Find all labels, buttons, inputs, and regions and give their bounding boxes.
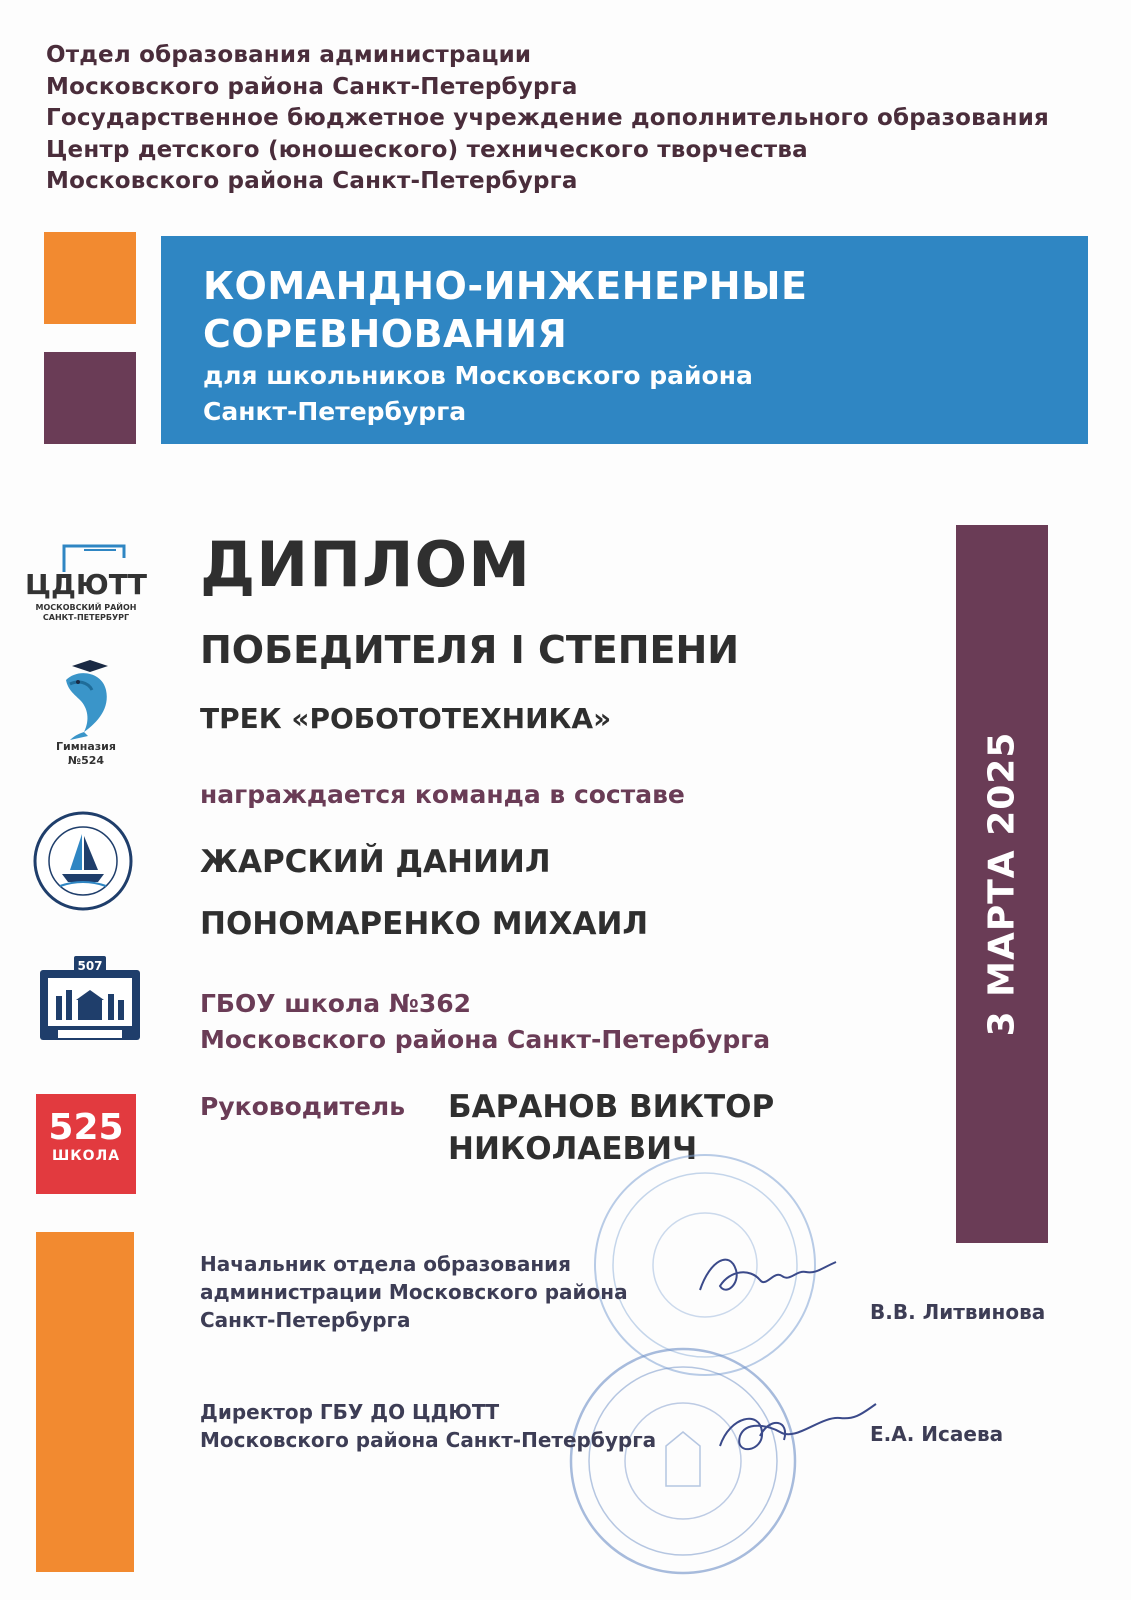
leader-name-line: НИКОЛАЕВИЧ bbox=[448, 1131, 698, 1167]
banner-subtitle-line: для школьников Московского района bbox=[203, 361, 753, 390]
school-525-label: ШКОЛА bbox=[51, 1148, 121, 1164]
signatory-title-line: Директор ГБУ ДО ЦДЮТТ bbox=[200, 1400, 500, 1424]
awarded-text: награждается команда в составе bbox=[200, 780, 685, 809]
competition-track: ТРЕК «РОБОТОТЕХНИКА» bbox=[200, 702, 612, 735]
award-date: 3 МАРТА 2025 bbox=[981, 731, 1023, 1037]
school-name-line: ГБОУ школа №362 bbox=[200, 989, 472, 1018]
signatory-title-line: администрации Московского района bbox=[200, 1280, 628, 1304]
gymnasium-logo bbox=[44, 660, 128, 776]
school-name-line: Московского района Санкт-Петербурга bbox=[200, 1025, 771, 1054]
competition-banner bbox=[161, 236, 1088, 444]
team-member: ЖАРСКИЙ ДАНИИЛ bbox=[200, 844, 551, 880]
cdutt-logo-sub: САНКТ-ПЕТЕРБУРГ bbox=[42, 613, 130, 622]
leader-name-line: БАРАНОВ ВИКТОР bbox=[448, 1089, 775, 1125]
orange-bar-decoration bbox=[36, 1232, 134, 1572]
banner-subtitle-line: Санкт-Петербурга bbox=[203, 397, 467, 426]
banner-subtitle bbox=[203, 358, 753, 430]
school-525-logo bbox=[36, 1094, 136, 1194]
school-525-number: 525 bbox=[48, 1107, 124, 1148]
signatory-name: В.В. Литвинова bbox=[870, 1300, 1046, 1324]
issuer-line: Московского района Санкт-Петербурга bbox=[46, 168, 578, 194]
date-band bbox=[956, 525, 1048, 1243]
school-507-number: 507 bbox=[77, 959, 103, 973]
signatory-name: Е.А. Исаева bbox=[870, 1422, 1004, 1446]
gymnasium-logo-text: Гимназия bbox=[56, 740, 116, 753]
team-member: ПОНОМАРЕНКО МИХАИЛ bbox=[200, 906, 649, 942]
issuer-line: Московского района Санкт-Петербурга bbox=[46, 73, 578, 100]
dolphin-logo-icon bbox=[44, 660, 128, 740]
ship-logo-icon bbox=[30, 808, 136, 914]
issuer-line: Отдел образования администрации bbox=[46, 42, 532, 68]
issuer-line: Государственное бюджетное учреждение дополнительного образования bbox=[46, 105, 1050, 131]
signatory-title-line: Санкт-Петербурга bbox=[200, 1308, 411, 1332]
signatory-title-line: Московского района Санкт-Петербурга bbox=[200, 1428, 657, 1452]
issuer-header bbox=[46, 40, 1066, 198]
banner-title-line: СОРЕВНОВАНИЯ bbox=[203, 312, 568, 356]
orange-square-decoration bbox=[44, 232, 136, 324]
signatory-title-line: Начальник отдела образования bbox=[200, 1252, 571, 1276]
signatory-title bbox=[200, 1398, 656, 1454]
cdutt-logo-icon bbox=[25, 538, 147, 638]
issuer-line: Центр детского (юношеского) технического творчества bbox=[46, 136, 808, 163]
gymnasium-logo-number: №524 bbox=[67, 754, 105, 767]
school-507-logo-icon bbox=[38, 956, 142, 1052]
diploma-degree: ПОБЕДИТЕЛЯ I СТЕПЕНИ bbox=[200, 628, 740, 672]
signatory-title bbox=[200, 1250, 628, 1334]
school-name bbox=[200, 986, 770, 1058]
signature-icon bbox=[700, 1396, 880, 1476]
banner-title bbox=[203, 262, 807, 358]
purple-square-decoration bbox=[44, 352, 136, 444]
leader-label: Руководитель bbox=[200, 1092, 406, 1121]
signature-icon bbox=[690, 1240, 840, 1310]
cdutt-logo-text: ЦДЮТТ bbox=[25, 568, 147, 601]
cdutt-logo-sub: МОСКОВСКИЙ РАЙОН bbox=[35, 603, 137, 612]
diploma-title: ДИПЛОМ bbox=[200, 528, 531, 601]
banner-title-line: КОМАНДНО-ИНЖЕНЕРНЫЕ bbox=[203, 264, 808, 308]
